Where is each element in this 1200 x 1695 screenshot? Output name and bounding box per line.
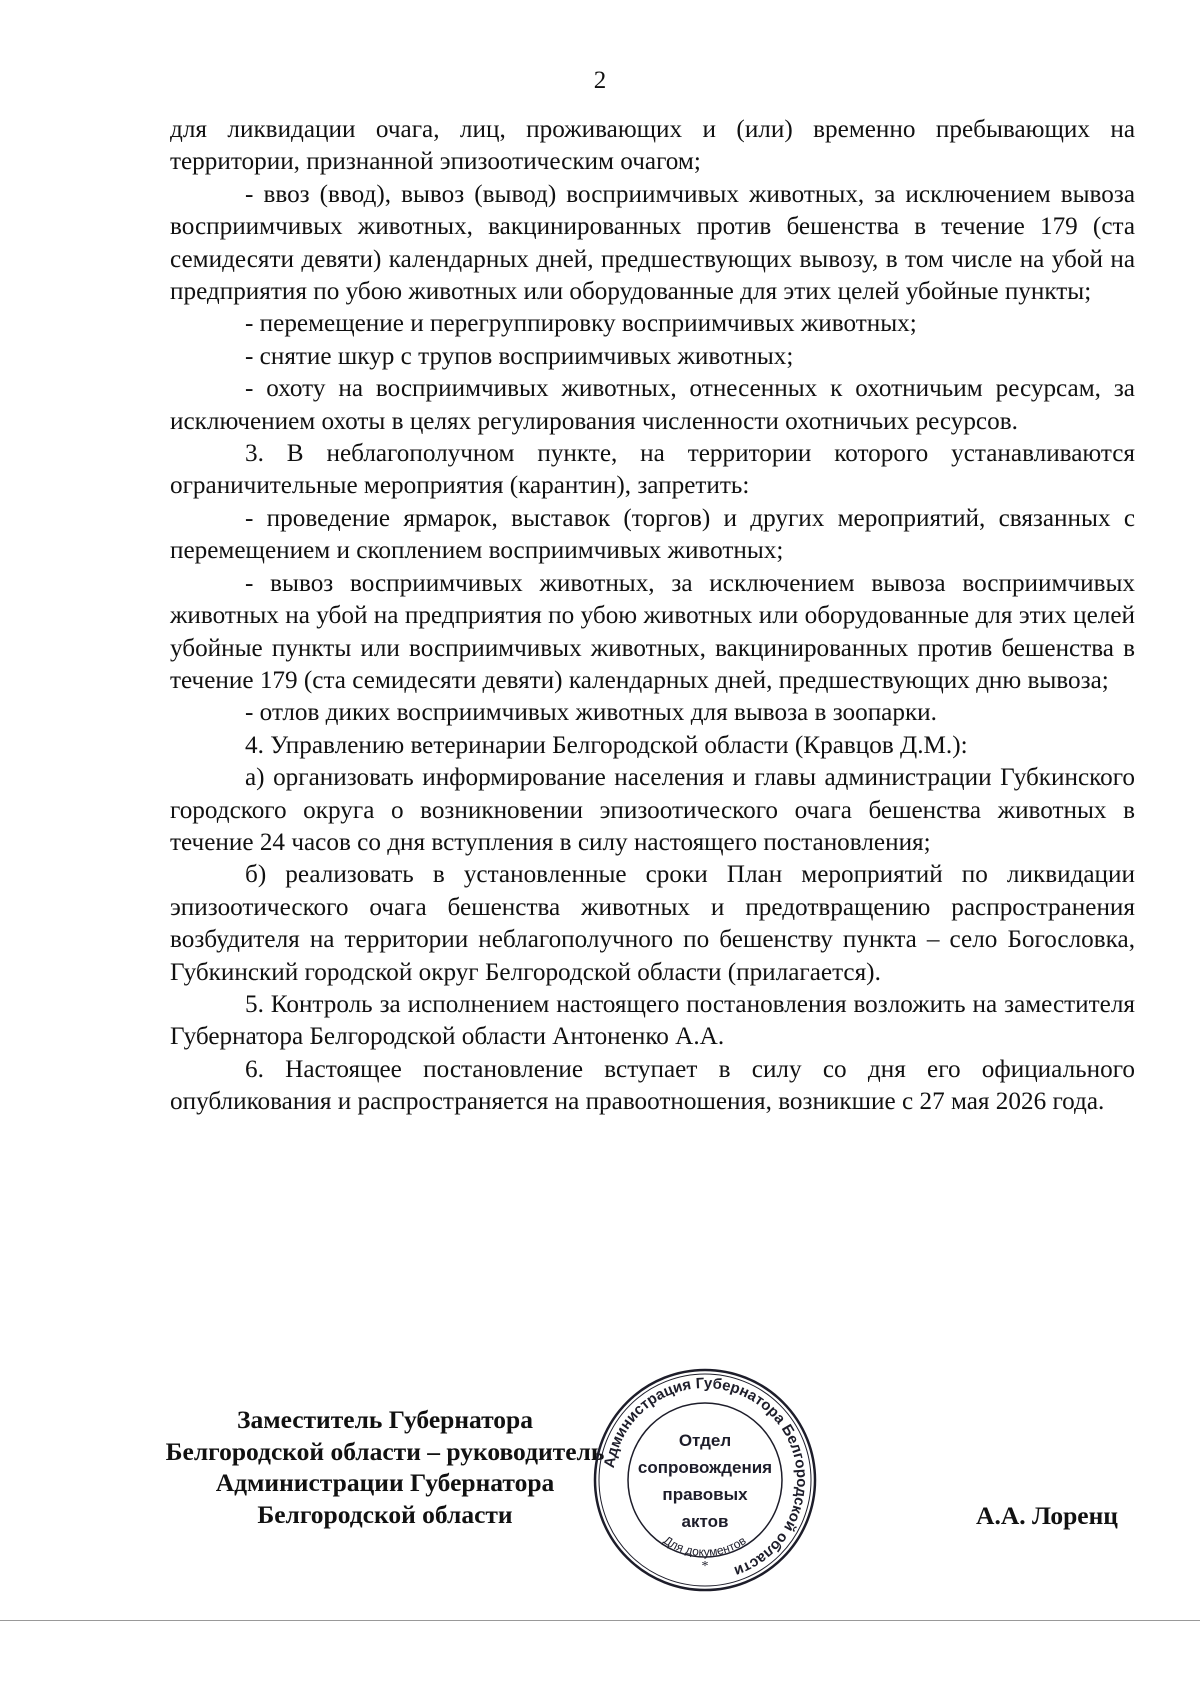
paragraph: - перемещение и перегруппировку восприимчивых животных; — [245, 310, 917, 338]
signatory-title-line: Администрации Губернатора — [215, 1468, 555, 1497]
paragraph: - проведение ярмарок, выставок (торгов) и других мероприятий, связанных с перемещением и скоплением восприимчивых животных; — [170, 504, 1135, 565]
paragraph: 6. Настоящее постановление вступает в силу со дня его официального опубликования и распространяется на правоотношения, возникшие с 27 мая 2026 года. — [170, 1055, 1135, 1116]
paragraph: б) реализовать в установленные сроки План мероприятий по ликвидации эпизоотического очага бешенства животных и предотвращению распространения возбудителя на территории неблагополучного по бешенству пункта – село Богословка, Губкинский городской округ Белгородской области (прилагается). — [170, 861, 1135, 986]
svg-text:*: * — [701, 1559, 709, 1574]
stamp-center-text — [630, 1427, 780, 1535]
stamp-ring-text: Администрация Губернатора Белгородской области — [600, 1374, 811, 1580]
signatory-title-line: Белгородской области – руководитель — [165, 1436, 605, 1466]
signatory-title-line: Белгородской области — [257, 1499, 513, 1529]
paragraph: а) организовать информирование населения и главы администрации Губкинского городского округа о возникновении эпизоотического очага бешенства животных в течение 24 часов со дня вступления в силу настоящего постановления; — [170, 764, 1135, 856]
paragraph: - ввоз (ввод), вывоз (вывод) восприимчивых животных, за исключением вывоза восприимчивых животных, вакцинированных против бешенства в течение 179 (ста семидесяти девяти) календарных дней, предшествующих вывозу, в том числе на убой на предприятия по убою животных или оборудованные для этих целей убойные пункты; — [170, 180, 1135, 306]
stamp-center-line: сопровождения — [637, 1458, 773, 1477]
signatory-title — [150, 1404, 620, 1530]
paragraph: 3. В неблагополучном пункте, на территории которого устанавливаются ограничительные мероприятия (карантин), запретить: — [170, 440, 1135, 500]
paragraph: 5. Контроль за исполнением настоящего постановления возложить на заместителя Губернатора Белгородской области Антоненко А.А. — [170, 990, 1135, 1051]
paragraph: - вывоз восприимчивых животных, за исключением вывоза восприимчивых животных на убой на предприятия по убою животных или оборудованные для этих целей убойные пункты или восприимчивых животных, вакцинированных против бешенства в течение 179 (ста семидесяти девяти) календарных дней, предшествующих дню вывоза; — [170, 569, 1135, 694]
stamp-bottom-text: Для документов — [660, 1533, 749, 1560]
signatory-name: А.А. Лоренц — [976, 1501, 1118, 1530]
official-stamp — [590, 1365, 820, 1595]
paragraph: для ликвидации очага, лиц, проживающих и (или) временно пребывающих на территории, признанной эпизоотическим очагом; — [170, 116, 1135, 176]
signatory-title-line: Заместитель Губернатора — [237, 1405, 533, 1434]
page-number: 2 — [593, 67, 607, 94]
svg-text:Для документов — [661, 1533, 749, 1559]
paragraph: - снятие шкур с трупов восприимчивых животных; — [245, 342, 794, 370]
bottom-divider — [0, 1620, 1200, 1621]
paragraph: 4. Управлению ветеринарии Белгородской области (Кравцов Д.М.): — [245, 731, 968, 759]
stamp-center-line: актов — [681, 1512, 729, 1531]
stamp-center-line: Отдел — [678, 1431, 732, 1450]
paragraph: - отлов диких восприимчивых животных для вывоза в зоопарки. — [245, 699, 937, 727]
paragraph: - охоту на восприимчивых животных, отнесенных к охотничьим ресурсам, за исключением охоты в целях регулирования численности охотничьих ресурсов. — [170, 375, 1135, 435]
stamp-center-line: правовых — [662, 1485, 748, 1504]
document-body — [170, 114, 1135, 1119]
